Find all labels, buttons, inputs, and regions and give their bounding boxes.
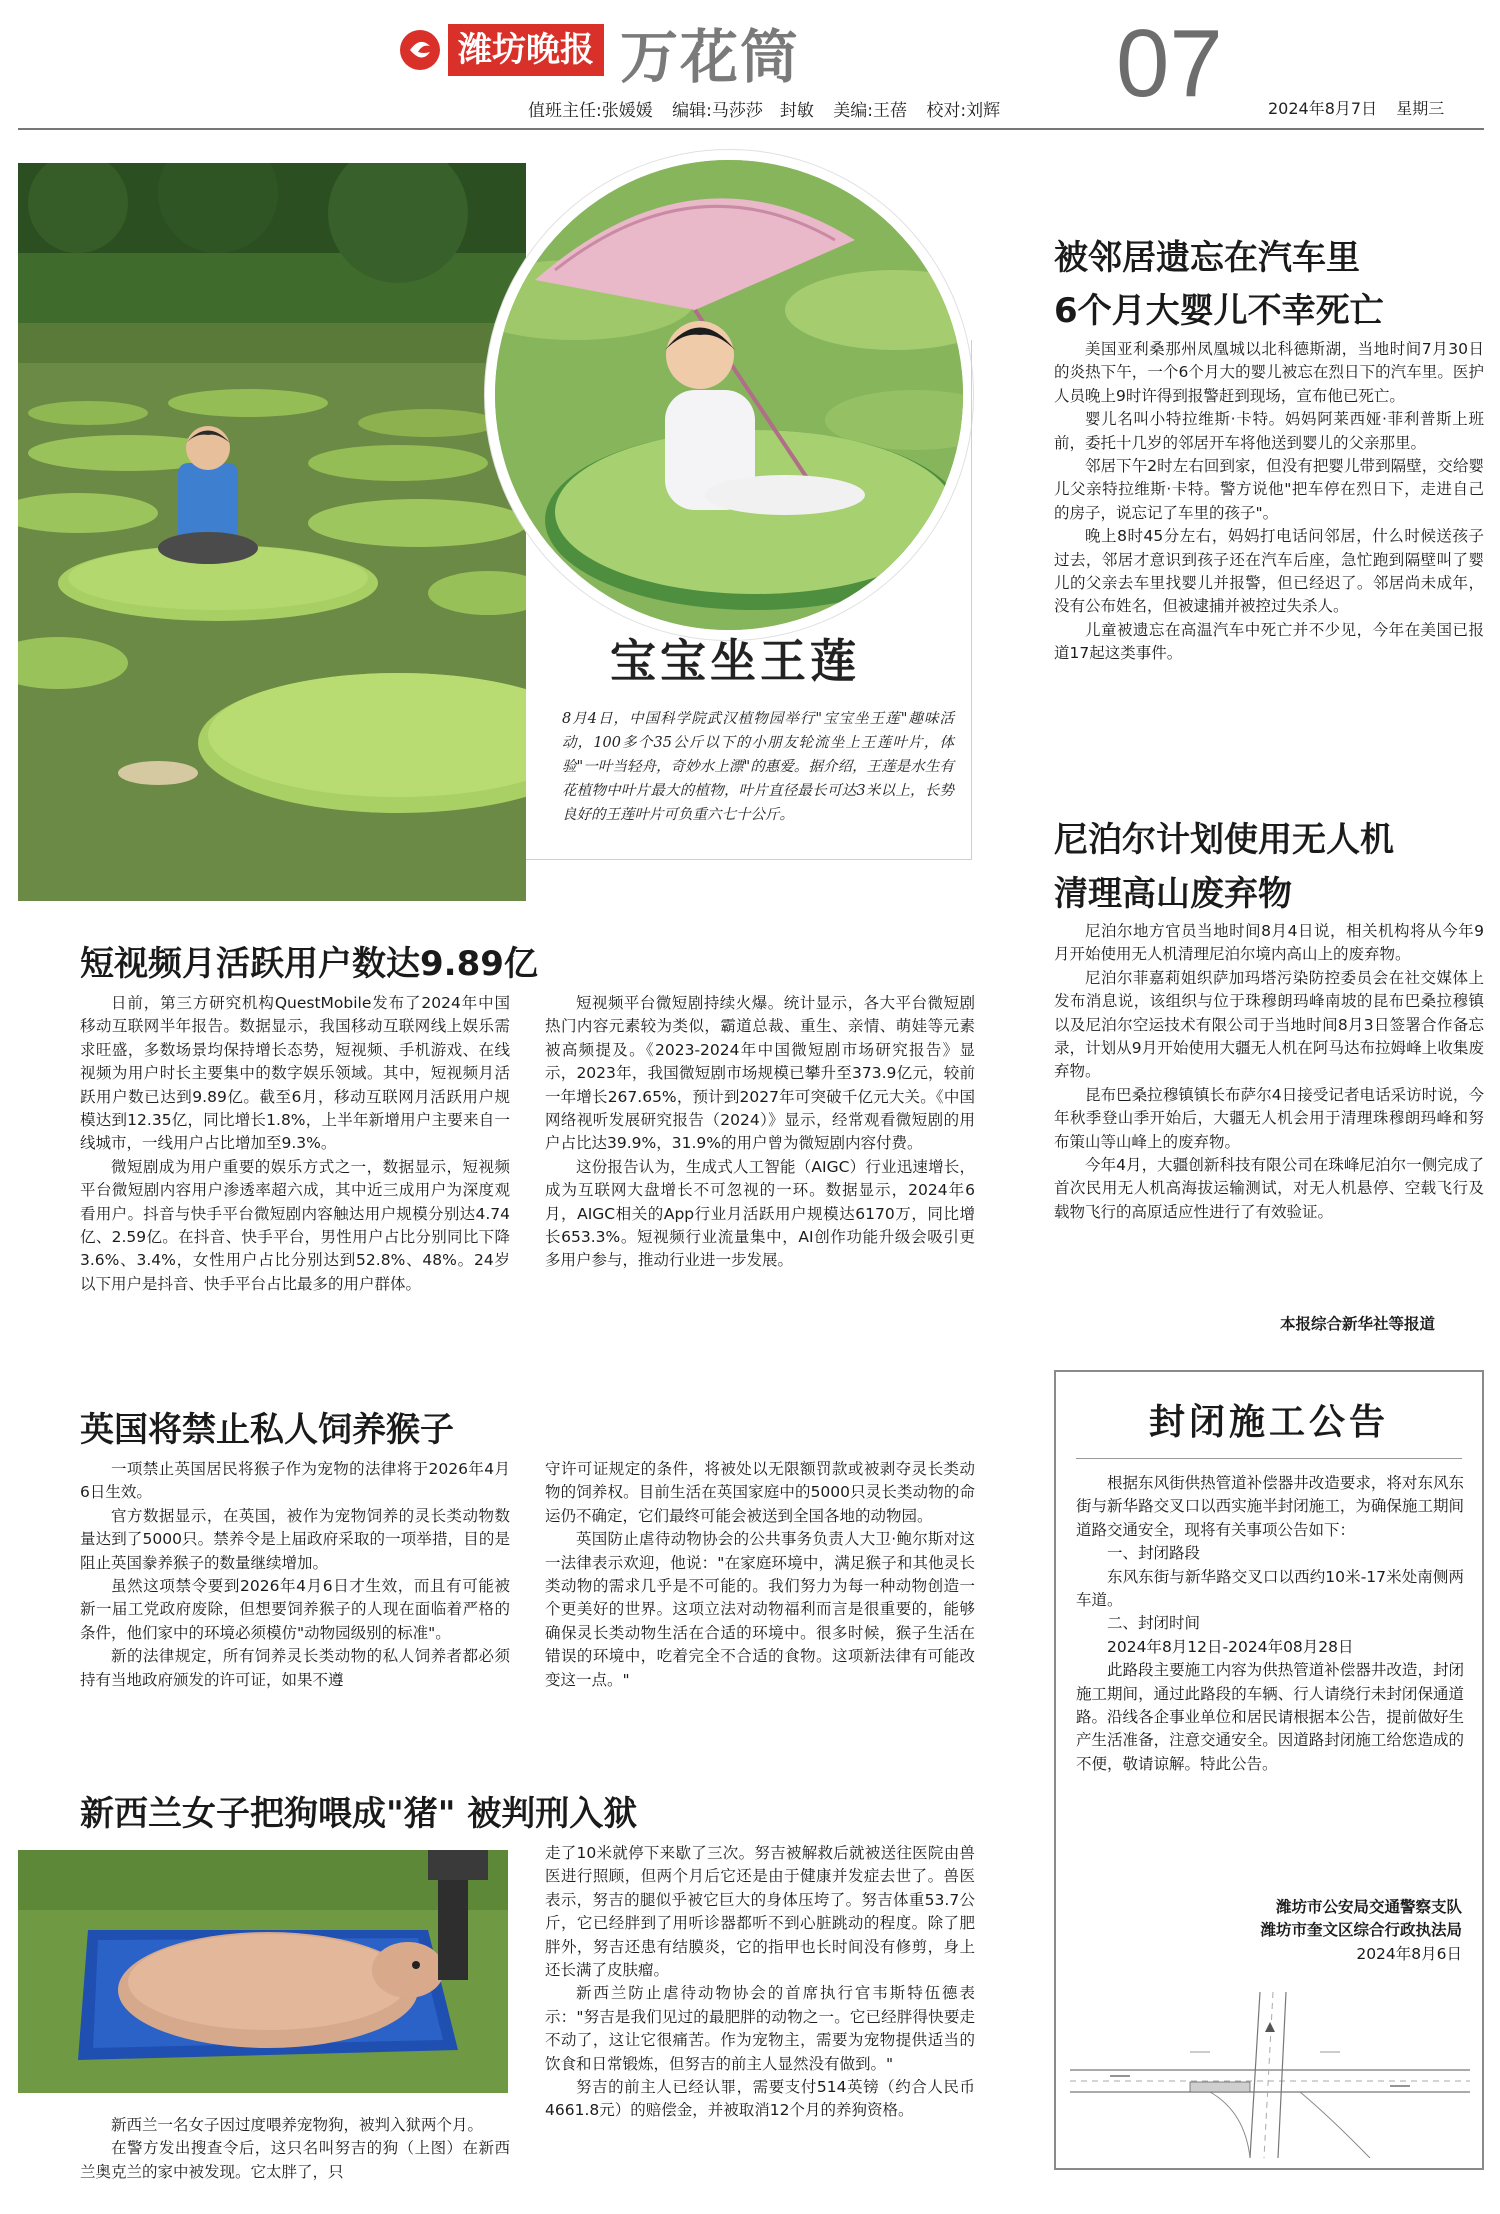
notice-section-text: 东风东街与新华路交叉口以西约10米-17米处南侧两车道。	[1076, 1567, 1464, 1610]
article-column	[1054, 338, 1484, 666]
article-headline-short-video: 短视频月活跃用户数达9.89亿	[80, 944, 538, 984]
proofreader: 校对:刘辉	[926, 101, 1001, 121]
notice-signer: 潍坊市奎文区综合行政执法局	[1260, 1921, 1462, 1940]
article-paragraph: 美国亚利桑那州凤凰城以北科德斯湖，当地时间7月30日的炎热下午，一个6个月大的婴儿被忘在烈日下的汽车里。医护人员晚上9时许得到报警赶到现场，宣布他已死亡。	[1054, 340, 1484, 405]
article-headline-monkeys: 英国将禁止私人饲养猴子	[80, 1410, 454, 1450]
article-paragraph: 在警方发出搜查令后，这只名叫努吉的狗（上图）在新西兰奥克兰的家中被发现。它太胖了，只	[80, 2139, 510, 2181]
masthead	[0, 0, 1500, 130]
notice-title: 封闭施工公告	[1148, 1402, 1389, 1443]
notice-section-text: 2024年8月12日-2024年08月28日	[1107, 1637, 1354, 1656]
article-paragraph: 尼泊尔菲嘉莉姐织萨加玛塔污染防控委员会在社交媒体上发布消息说，该组织与位于珠穆朗玛峰南坡的昆布巴桑拉穆镇以及尼泊尔空运技术有限公司于当地时间8月3日签署合作备忘录，计划从9月开始使用大疆无人机在阿马达布拉姆峰上收集废弃物。	[1054, 968, 1484, 1081]
editors: 编辑:马莎莎 封敏	[672, 101, 814, 121]
article-headline-baby-line1: 被邻居遗忘在汽车里	[1054, 238, 1360, 278]
article-headline-dog: 新西兰女子把狗喂成"猪" 被判刑入狱	[80, 1794, 638, 1834]
article-byline: 本报综合新华社等报道	[1280, 1315, 1436, 1333]
section-name: 万花筒	[620, 23, 801, 91]
article-paragraph: 尼泊尔地方官员当地时间8月4日说，相关机构将从今年9月开始使用无人机清理尼泊尔境内高山上的废弃物。	[1054, 922, 1484, 964]
article-paragraph: 邻居下午2时左右回到家，但没有把婴儿带到隔壁，交给婴儿父亲特拉维斯·卡特。警方说他"把车停在烈日下，走进自己的房子，说忘记了车里的孩子"。	[1054, 457, 1484, 522]
article-paragraph: 努吉的前主人已经认罪，需要支付514英镑（约合人民币4661.8元）的赔偿金，并被取消12个月的养狗资格。	[545, 2078, 975, 2120]
article-headline-nepal-line2: 清理高山废弃物	[1054, 874, 1292, 914]
designer: 美编:王蓓	[833, 101, 908, 121]
boy-on-lily-pad-photo	[18, 163, 526, 901]
article-paragraph: 虽然这项禁令要到2026年4月6日才生效，而且有可能被新一届工党政府废除，但想要饲养猴子的人现在面临着严格的条件，他们家中的环境必须模仿"动物园级别的标准"。	[80, 1577, 510, 1642]
weekday: 星期三	[1396, 99, 1445, 118]
article-column	[80, 992, 510, 1296]
article-column	[545, 992, 975, 1273]
article-paragraph: 日前，第三方研究机构QuestMobile发布了2024年中国移动互联网半年报告。数据显示，我国移动互联网线上娱乐需求旺盛，多数场景均保持增长态势，短视频、手机游戏、在线视频为用户时长主要集中的数字娱乐领域。其中，短视频月活跃用户数已达到9.89亿。截至6月，移动互联网月活跃用户规模达到12.35亿，同比增长1.8%，上半年新增用户主要来自一线城市，一线用户占比增加至9.3%。	[80, 994, 510, 1153]
notice-closing: 此路段主要施工内容为供热管道补偿器井改造，封闭施工期间，通过此路段的车辆、行人请绕行未封闭保通道路。沿线各企事业单位和居民请根据本公告，提前做好生产生活准备，注意交通安全。因道路封闭施工给您造成的不便，敬请谅解。特此公告。	[1076, 1661, 1464, 1773]
article-paragraph: 今年4月，大疆创新科技有限公司在珠峰尼泊尔一侧完成了首次民用无人机高海拔运输测试，对无人机悬停、空载飞行及载物飞行的高原适应性进行了有效验证。	[1054, 1156, 1484, 1221]
article-paragraph: 婴儿名叫小特拉维斯·卡特。妈妈阿莱西娅·菲利普斯上班前，委托十几岁的邻居开车将他送到婴儿的父亲那里。	[1054, 410, 1484, 452]
page-number: 07	[1116, 10, 1223, 117]
date: 2024年8月7日	[1268, 99, 1378, 118]
article-paragraph: 微短剧成为用户重要的娱乐方式之一，数据显示，短视频平台微短剧内容用户渗透率超六成，其中近三成用户为深度观看用户。抖音与快手平台微短剧内容触达用户规模分别达4.74亿、2.59亿。在抖音、快手平台，男性用户占比分别同比下降3.6%、3.4%，女性用户占比分别达到52.8%、48%。24岁以下用户是抖音、快手平台占比最多的用户群体。	[80, 1157, 510, 1293]
article-paragraph: 新西兰一名女子因过度喂养宠物狗，被判入狱两个月。	[111, 2116, 484, 2134]
staff-credits	[528, 96, 1014, 121]
article-paragraph: 晚上8时45分左右，妈妈打电话问邻居，什么时候送孩子过去，邻居才意识到孩子还在汽车后座，急忙跑到隔壁叫了婴儿的父亲去车里找婴儿并报警，但已经迟了。邻居尚未成年，没有公布姓名，但被逮捕并被控过失杀人。	[1054, 527, 1484, 616]
notice-signers	[1076, 1896, 1462, 1966]
article-paragraph: 新的法律规定，所有饲养灵长类动物的私人饲养者都必须持有当地政府颁发的许可证，如果不遵	[80, 1647, 510, 1689]
article-paragraph: 守许可证规定的条件，将被处以无限额罚款或被剥夺灵长类动物的饲养权。目前生活在英国家庭中的5000只灵长类动物的命运仍不确定，它们最终可能会被送到全国各地的动物园。	[545, 1460, 975, 1525]
road-closure-notice	[1054, 1370, 1484, 2170]
article-paragraph: 英国防止虐待动物协会的公共事务负责人大卫·鲍尔斯对这一法律表示欢迎，他说："在家庭环境中，满足猴子和其他灵长类动物的需求几乎是不可能的。我们努力为每一种动物创造一个更美好的世界。这项立法对动物福利而言是很重要的，能够确保灵长类动物生活在合适的环境中。很多时候，猴子生活在错误的环境中，吃着完全不合适的食物。这项新法律有可能改变这一点。"	[545, 1530, 975, 1689]
article-paragraph: 官方数据显示，在英国，被作为宠物饲养的灵长类动物数量达到了5000只。禁养令是上届政府采取的一项举措，目的是阻止英国豢养猴子的数量继续增加。	[80, 1506, 510, 1572]
article-paragraph: 短视频平台微短剧持续火爆。统计显示，各大平台微短剧热门内容元素较为类似，霸道总裁、重生、亲情、萌娃等元素被高频提及。《2023-2024年中国微短剧市场研究报告》显示，2023年，我国微短剧市场规模已攀升至373.9亿元，较前一年增长267.65%，预计到2027年可突破千亿元大关。《中国网络视听发展研究报告（2024）》显示，经常观看微短剧的用户占比达39.9%，31.9%的用户曾为微短剧内容付费。	[545, 994, 975, 1153]
article-column	[80, 2114, 510, 2184]
notice-section-title: 一、封闭路段	[1107, 1544, 1201, 1563]
obese-dog-photo	[18, 1850, 508, 2093]
issue-date	[1268, 96, 1458, 119]
article-paragraph: 儿童被遗忘在高温汽车中死亡并不少见，今年在美国已报道17起这类事件。	[1054, 620, 1484, 663]
newspaper-name: 潍坊晚报	[448, 24, 604, 76]
notice-date: 2024年8月6日	[1356, 1944, 1462, 1963]
article-headline-nepal-line1: 尼泊尔计划使用无人机	[1054, 820, 1394, 860]
feature-caption: 8月4日，中国科学院武汉植物园举行"宝宝坐王莲"趣味活动，100多个35公斤以下的小朋友轮流坐上王莲叶片，体验"一叶当轻舟，奇妙水上漂"的惠爱。据介绍，王莲是水生有花植物中叶片最大的植物，叶片直径最长可达3米以上，长势良好的王莲叶片可负重六七十公斤。	[562, 711, 954, 823]
duty-editor: 值班主任:张媛媛	[528, 101, 653, 121]
article-paragraph: 昆布巴桑拉穆镇镇长布萨尔4日接受记者电话采访时说，今年秋季登山季开始后，大疆无人机会用于清理珠穆朗玛峰和努布策山等山峰上的废弃物。	[1054, 1085, 1484, 1151]
article-column	[545, 1458, 975, 1692]
notice-signer: 潍坊市公安局交通警察支队	[1275, 1898, 1462, 1916]
notice-body	[1076, 1472, 1464, 1776]
newspaper-logo-icon	[400, 30, 440, 70]
article-column	[80, 1458, 510, 1692]
article-paragraph: 走了10米就停下来歇了三次。努吉被解救后就被送往医院由兽医进行照顾，但两个月后它还是由于健康并发症去世了。兽医表示，努吉的腿似乎被它巨大的身体压垮了。努吉体重53.7公斤，它已经胖到了用听诊器都听不到心脏跳动的程度。除了肥胖外，努吉还患有结膜炎，它的指甲也长时间没有修剪，身上还长满了皮肤瘤。	[545, 1844, 975, 1980]
article-column	[1054, 920, 1484, 1224]
article-column	[545, 1842, 975, 2123]
notice-divider	[1076, 1458, 1462, 1459]
article-paragraph: 新西兰防止虐待动物协会的首席执行官韦斯特伍德表示："努吉是我们见过的最肥胖的动物之一。它已经胖得快要走不动了，这让它很痛苦。作为宠物主，需要为宠物提供适当的饮食和日常锻炼，但努吉的前主人显然没有做到。"	[545, 1984, 975, 2073]
article-paragraph: 这份报告认为，生成式人工智能（AIGC）行业迅速增长，成为互联网大盘增长不可忽视的一环。数据显示，2024年6月，AIGC相关的App行业月活跃用户规模达6170万，同比增长653.3%。短视频行业流量集中，AI创作功能升级会吸引更多用户参与，推动行业进一步发展。	[545, 1157, 975, 1270]
article-paragraph: 一项禁止英国居民将猴子作为宠物的法律将于2026年4月6日生效。	[80, 1460, 510, 1502]
notice-section-title: 二、封闭时间	[1107, 1614, 1201, 1633]
notice-intro: 根据东风街供热管道补偿器井改造要求，将对东风东街与新华路交叉口以西实施半封闭施工，为确保施工期间道路交通安全，现将有关事项公告如下：	[1076, 1474, 1464, 1539]
feature-title: 宝宝坐王莲	[610, 634, 860, 688]
road-closure-map	[1070, 1992, 1470, 2158]
article-headline-baby-line2: 6个月大婴儿不幸死亡	[1054, 291, 1384, 331]
masthead-divider	[18, 128, 1484, 130]
